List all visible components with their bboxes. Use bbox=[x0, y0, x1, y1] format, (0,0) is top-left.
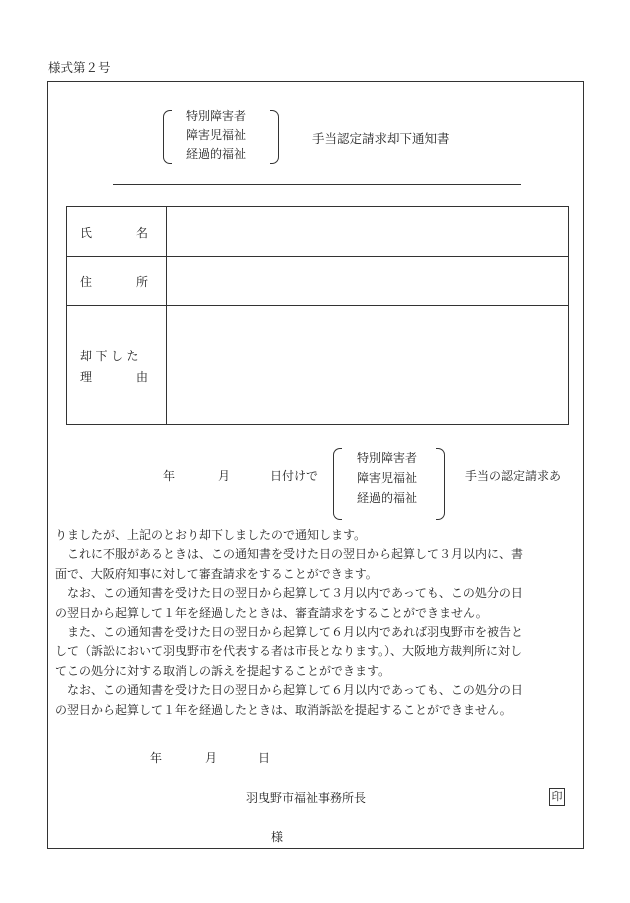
allowance-type: 特別障害者 bbox=[357, 451, 418, 465]
allowance-type: 経過的福祉 bbox=[186, 147, 247, 161]
allowance-type: 特別障害者 bbox=[186, 109, 247, 123]
statement-dated: 日付けで bbox=[270, 469, 319, 483]
address-label-part: 所 bbox=[136, 275, 149, 289]
document-title: 手当認定請求却下通知書 bbox=[312, 131, 450, 146]
body-line: の翌日から起算して１年を経過したときは、審査請求をすることができません。 bbox=[55, 605, 488, 620]
reason-label-part: 理 bbox=[80, 370, 93, 384]
body-line: なお、この通知書を受けた日の翌日から起算して３月以内であっても、この処分の日 bbox=[55, 586, 523, 601]
notice-body bbox=[55, 526, 585, 720]
left-brace bbox=[333, 448, 342, 520]
allowance-type: 障害児福祉 bbox=[186, 128, 247, 142]
name-label-part: 名 bbox=[136, 226, 149, 240]
body-line: また、この通知書を受けた日の翌日から起算して６月以内であれば羽曳野市を被告と bbox=[55, 624, 524, 639]
right-brace bbox=[436, 448, 445, 520]
left-brace bbox=[163, 110, 172, 164]
seal-box: 印 bbox=[549, 788, 565, 806]
reason-label-part: 却下した bbox=[80, 349, 143, 363]
addressee-suffix: 様 bbox=[271, 830, 284, 844]
document-frame bbox=[47, 81, 584, 849]
body-line: りましたが、上記のとおり却下しましたので通知します。 bbox=[55, 528, 367, 542]
allowance-type: 経過的福祉 bbox=[357, 491, 418, 505]
date-year: 年 bbox=[150, 751, 163, 765]
body-line: して（訴訟において羽曳野市を代表する者は市長となります。）、大阪地方裁判所に対し bbox=[55, 644, 523, 659]
statement-year: 年 bbox=[163, 469, 176, 483]
allowance-type: 障害児福祉 bbox=[357, 471, 418, 485]
body-line: なお、この通知書を受けた日の翌日から起算して６月以内であっても、この処分の日 bbox=[55, 683, 523, 698]
name-label-part: 氏 bbox=[80, 226, 93, 240]
date-month: 月 bbox=[205, 751, 218, 765]
body-line: これに不服があるときは、この通知書を受けた日の翌日から起算して３月以内に、書 bbox=[55, 547, 524, 562]
body-line: 面で、大阪府知事に対して審査請求をすることができます。 bbox=[55, 566, 378, 581]
title-underline bbox=[113, 184, 521, 185]
issuer-name: 羽曳野市福祉事務所長 bbox=[246, 791, 367, 805]
reason-label-part: 由 bbox=[136, 370, 149, 384]
reason-field[interactable] bbox=[166, 305, 569, 425]
name-field[interactable] bbox=[166, 206, 569, 256]
date-day: 日 bbox=[258, 751, 271, 765]
address-label-part: 住 bbox=[80, 275, 93, 289]
form-number: 様式第２号 bbox=[48, 60, 111, 75]
statement-suffix: 手当の認定請求あ bbox=[465, 469, 562, 483]
header-allowance-types bbox=[186, 107, 246, 164]
address-field[interactable] bbox=[166, 256, 569, 305]
right-brace bbox=[270, 110, 279, 164]
statement-allowance-types bbox=[357, 448, 417, 508]
body-line: てこの処分に対する取消しの訴えを提起することができます。 bbox=[55, 663, 391, 678]
body-line: の翌日から起算して１年を経過したときは、取消訴訟を提起することができません。 bbox=[55, 702, 512, 717]
statement-month: 月 bbox=[218, 469, 231, 483]
